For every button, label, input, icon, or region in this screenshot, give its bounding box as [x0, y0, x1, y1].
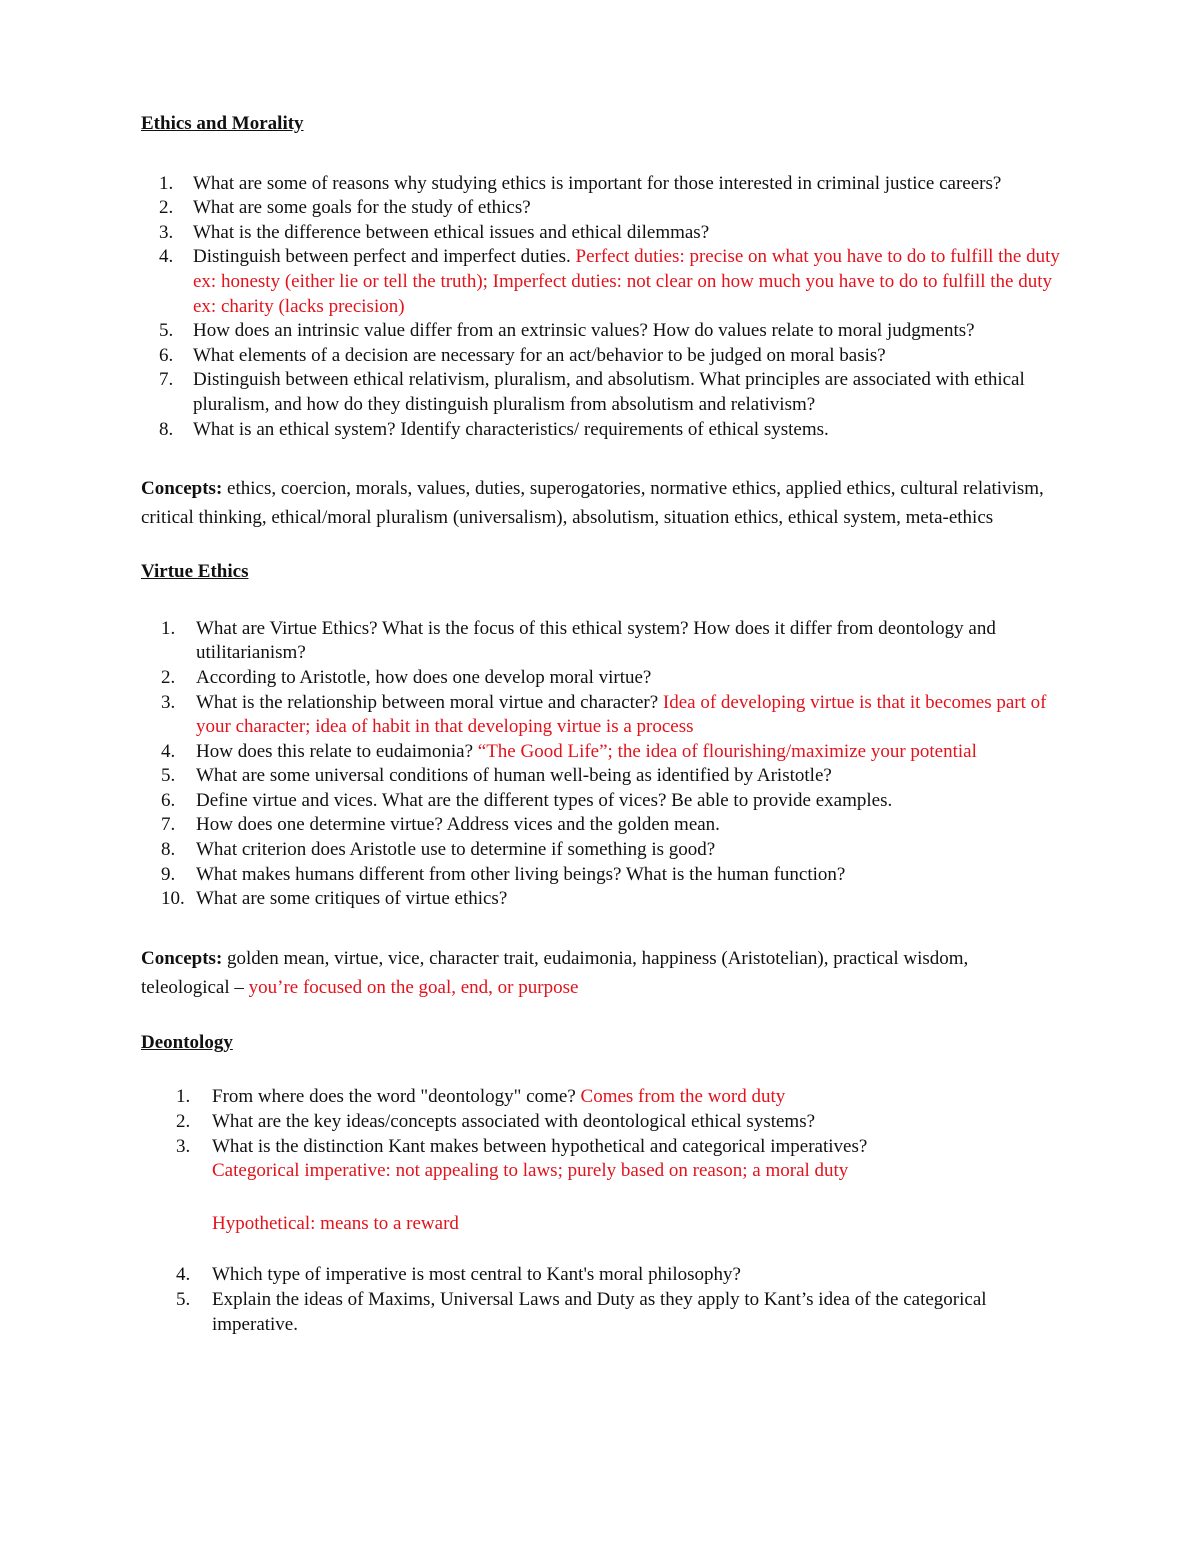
ethics-concepts	[141, 474, 1061, 532]
concepts-text: golden mean, virtue, vice, character trait, eudaimonia, happiness (Aristotelian), practical wisdom, teleological –	[141, 947, 969, 998]
item-number: 6.	[161, 789, 176, 811]
list-item	[141, 838, 1061, 863]
virtue-concepts	[141, 944, 1061, 1002]
virtue-question-list	[141, 617, 1061, 912]
item-number: 2.	[161, 666, 176, 688]
answer-text: Idea of developing virtue is that it becomes part of your character; idea of habit in that developing virtue is a process	[196, 691, 1047, 738]
question-text: What is the relationship between moral virtue and character?	[196, 691, 663, 713]
deontology-question-list	[141, 1085, 1061, 1337]
answer-text: Perfect duties: precise on what you have to do to fulfill the duty ex: honesty (either lie or tell the truth); Imperfect duties: not clear on how much you have to do to fulfill the duty ex: charity (lacks precision)	[193, 246, 1060, 317]
list-item	[141, 344, 1061, 369]
item-number: 1.	[161, 617, 176, 639]
list-item	[141, 1110, 1061, 1135]
section-heading-virtue: Virtue Ethics	[141, 561, 249, 583]
list-item	[141, 1135, 1061, 1264]
concepts-label: Concepts:	[141, 947, 223, 969]
item-number: 5.	[176, 1289, 191, 1310]
item-number: 5.	[159, 320, 174, 342]
item-number: 3.	[161, 691, 176, 713]
question-text: What makes humans different from other living beings? What is the human function?	[196, 863, 846, 885]
item-number: 6.	[159, 344, 174, 366]
section-heading-deontology: Deontology	[141, 1031, 233, 1053]
question-text: How does an intrinsic value differ from an extrinsic values? How do values relate to moral judgments?	[193, 320, 975, 342]
question-text: What are the key ideas/concepts associated with deontological ethical systems?	[212, 1111, 816, 1133]
question-text: Define virtue and vices. What are the different types of vices? Be able to provide examples.	[196, 789, 893, 811]
list-item	[141, 319, 1061, 344]
question-text: What are some universal conditions of human well-being as identified by Aristotle?	[196, 765, 832, 787]
list-item	[141, 418, 1061, 443]
list-item	[141, 1085, 1061, 1110]
item-number: 10.	[161, 888, 185, 910]
ethics-question-list	[141, 172, 1061, 443]
item-number: 4.	[161, 740, 176, 762]
concepts-answer: you’re focused on the goal, end, or purpose	[248, 976, 579, 998]
list-item	[141, 764, 1061, 789]
list-item	[141, 1288, 1061, 1337]
question-text: What are some critiques of virtue ethics?	[196, 888, 508, 910]
item-number: 1.	[159, 172, 174, 194]
answer-text-secondary: Hypothetical: means to a reward	[212, 1212, 459, 1234]
item-number: 3.	[159, 221, 174, 243]
concepts-label: Concepts:	[141, 478, 223, 500]
list-item	[141, 740, 1061, 765]
item-number: 8.	[161, 839, 176, 861]
question-text: How does one determine virtue? Address vices and the golden mean.	[196, 814, 720, 836]
answer-text: “The Good Life”; the idea of flourishing/maximize your potential	[477, 740, 977, 762]
question-text: Which type of imperative is most central to Kant's moral philosophy?	[212, 1264, 741, 1286]
question-text: According to Aristotle, how does one develop moral virtue?	[196, 666, 652, 688]
list-item	[141, 789, 1061, 814]
list-item	[141, 1263, 1061, 1288]
answer-text: Comes from the word duty	[580, 1086, 786, 1108]
document-page	[141, 112, 1061, 1337]
concepts-text: ethics, coercion, morals, values, duties, superogatories, normative ethics, applied ethics, cultural relativism, critical thinking, ethical/moral pluralism (universalism), absolutism, situation ethics, ethical system, meta-ethics	[141, 478, 1044, 529]
item-number: 3.	[176, 1135, 191, 1157]
question-text: How does this relate to eudaimonia?	[196, 740, 478, 762]
list-item	[141, 172, 1061, 197]
question-text: What criterion does Aristotle use to determine if something is good?	[196, 839, 716, 861]
list-item	[141, 617, 1061, 666]
question-text: From where does the word "deontology" come?	[212, 1086, 581, 1108]
list-item	[141, 196, 1061, 221]
question-text: Explain the ideas of Maxims, Universal Laws and Duty as they apply to Kant’s idea of the categorical imperative.	[212, 1289, 987, 1335]
list-item	[141, 887, 1061, 912]
list-item	[141, 221, 1061, 246]
item-number: 4.	[159, 246, 174, 268]
list-item	[141, 666, 1061, 691]
list-item	[141, 691, 1061, 740]
question-text: What are some goals for the study of ethics?	[193, 197, 531, 219]
question-text: What is an ethical system? Identify characteristics/ requirements of ethical systems.	[193, 418, 829, 440]
item-number: 7.	[161, 814, 176, 836]
list-item	[141, 368, 1061, 417]
question-text: Distinguish between perfect and imperfect duties.	[193, 246, 576, 268]
section-heading-ethics: Ethics and Morality	[141, 113, 304, 134]
question-text: What is the distinction Kant makes between hypothetical and categorical imperatives?	[212, 1135, 868, 1157]
list-item	[141, 813, 1061, 838]
item-number: 9.	[161, 863, 176, 885]
question-text: What elements of a decision are necessary for an act/behavior to be judged on moral basis?	[193, 344, 886, 366]
question-text: What are some of reasons why studying ethics is important for those interested in criminal justice careers?	[193, 172, 1002, 194]
item-number: 1.	[176, 1086, 191, 1108]
item-number: 8.	[159, 418, 174, 440]
question-text: What are Virtue Ethics? What is the focus of this ethical system? How does it differ from deontology and utilitarianism?	[196, 617, 996, 664]
item-number: 5.	[161, 765, 176, 787]
item-number: 2.	[159, 197, 174, 219]
item-number: 4.	[176, 1264, 191, 1286]
list-item	[141, 245, 1061, 319]
item-number: 2.	[176, 1111, 191, 1133]
question-text: What is the difference between ethical issues and ethical dilemmas?	[193, 221, 710, 243]
answer-text: Categorical imperative: not appealing to laws; purely based on reason; a moral duty	[212, 1160, 849, 1182]
question-text: Distinguish between ethical relativism, pluralism, and absolutism. What principles are associated with ethical pluralism, and how do they distinguish pluralism from absolutism and relativism?	[193, 369, 1025, 415]
list-item	[141, 863, 1061, 888]
item-number: 7.	[159, 369, 174, 391]
